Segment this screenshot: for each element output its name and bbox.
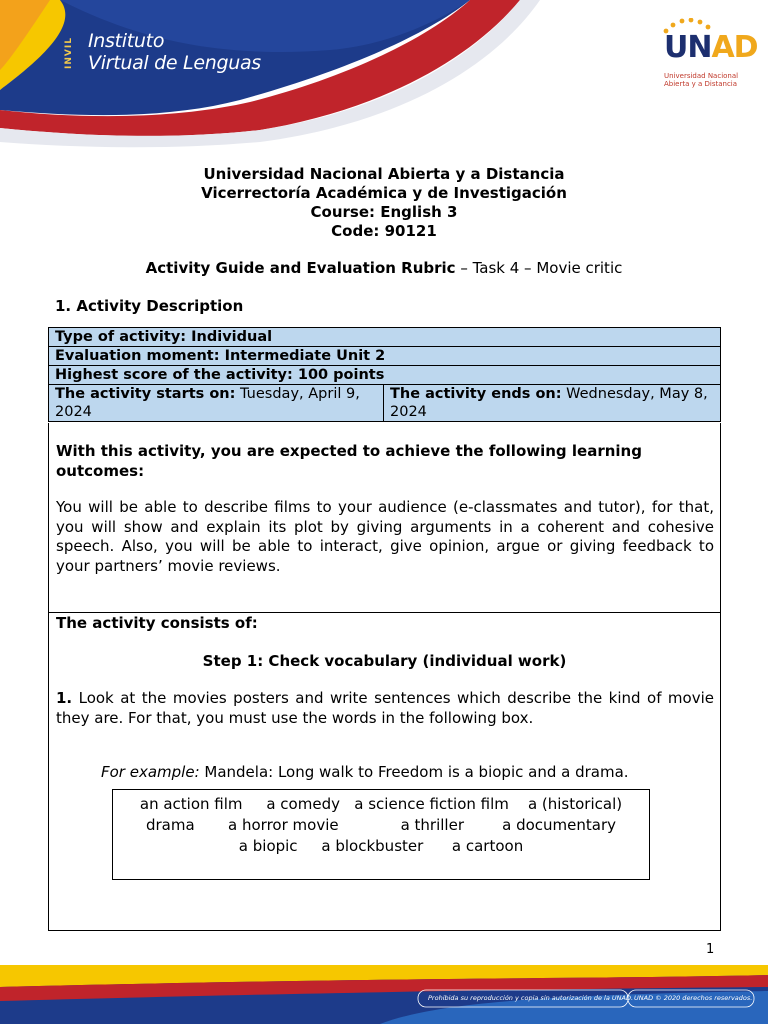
banner-graphic: [0, 0, 768, 150]
course-name: Course: English 3: [310, 203, 458, 221]
score-label: Highest score of the activity: 100 points: [55, 367, 385, 383]
start-value: Tuesday, April 9, 2024: [55, 386, 360, 420]
evaluation-label: Evaluation moment:: [55, 348, 225, 364]
course-code: Code: 90121: [331, 222, 437, 240]
start-label: The activity starts on:: [55, 386, 236, 402]
activity-consists-box: [48, 612, 721, 931]
table-row: [49, 347, 721, 366]
score-cell: [49, 366, 721, 385]
table-row: [49, 385, 721, 422]
vocabulary-line-1: an action film a comedy a science fiction film a (historical): [139, 795, 623, 813]
logo-word-ad: AD: [711, 30, 758, 65]
logo-wordmark: [664, 30, 758, 65]
type-label: Type of activity:: [55, 329, 192, 345]
guide-title-rest: – Task 4 – Movie critic: [455, 259, 623, 277]
table-row: [49, 366, 721, 385]
unad-logo: [660, 18, 758, 90]
example-sentence: [101, 763, 629, 781]
page-number: 1: [706, 942, 715, 957]
activity-info-table: [48, 327, 721, 422]
vocabulary-box: [112, 789, 650, 880]
guide-title: [0, 259, 768, 277]
step-title: Step 1: Check vocabulary (individual work): [202, 652, 567, 670]
logo-subtitle-2: Abierta y a Distancia: [664, 80, 738, 88]
guide-title-bold: Activity Guide and Evaluation Rubric: [145, 259, 456, 277]
header-banner: [0, 0, 768, 150]
start-date-cell: [49, 385, 384, 422]
section-title: 1. Activity Description: [55, 297, 244, 315]
table-row: [49, 328, 721, 347]
type-cell: [49, 328, 721, 347]
footer-rights-note: UNAD © 2020 derechos reservados.: [634, 994, 753, 1002]
consists-title: The activity consists of:: [56, 614, 258, 632]
invil-vertical-label: INVIL: [64, 37, 74, 69]
institute-name-line2: Virtual de Lenguas: [88, 52, 261, 74]
institute-name-line1: Instituto: [88, 30, 165, 52]
outcomes-title: With this activity, you are expected to achieve the following learning outcomes:: [56, 442, 642, 480]
type-value: Individual: [191, 329, 273, 345]
end-value: Wednesday, May 8, 2024: [390, 386, 708, 420]
end-date-cell: [384, 385, 721, 422]
logo-word-un: UN: [664, 30, 712, 65]
instruction-item: [56, 689, 714, 728]
example-label: For example:: [101, 763, 200, 781]
end-label: The activity ends on:: [390, 386, 562, 402]
footer-copyright-note: Prohibida su reproducción y copia sin autorización de la UNAD.: [428, 994, 634, 1002]
outcomes-body: You will be able to describe films to your audience (e-classmates and tutor), for that, you will show and explain its plot by giving arguments in a coherent and cohesive speech. Also, you will be able to interact, give opinion, argue or giving feedback to your partners’ movie reviews.: [56, 498, 714, 575]
evaluation-cell: [49, 347, 721, 366]
university-name: Universidad Nacional Abierta y a Distancia: [203, 165, 565, 183]
instruction-number: 1.: [56, 689, 73, 707]
learning-outcomes-box: [48, 423, 721, 613]
document-heading: [0, 165, 768, 241]
logo-subtitle-1: Universidad Nacional: [664, 72, 739, 80]
example-text: Mandela: Long walk to Freedom is a biopic and a drama.: [199, 763, 629, 781]
instruction-text: Look at the movies posters and write sentences which describe the kind of movie they are. For that, you must use the words in the following box.: [56, 689, 714, 727]
vice-rectorate: Vicerrectoría Académica y de Investigación: [201, 184, 567, 202]
evaluation-value: Intermediate Unit 2: [224, 348, 386, 364]
vocabulary-line-2: drama a horror movie a thriller a documentary: [145, 816, 617, 834]
vocabulary-line-3: a biopic a blockbuster a cartoon: [238, 837, 524, 855]
